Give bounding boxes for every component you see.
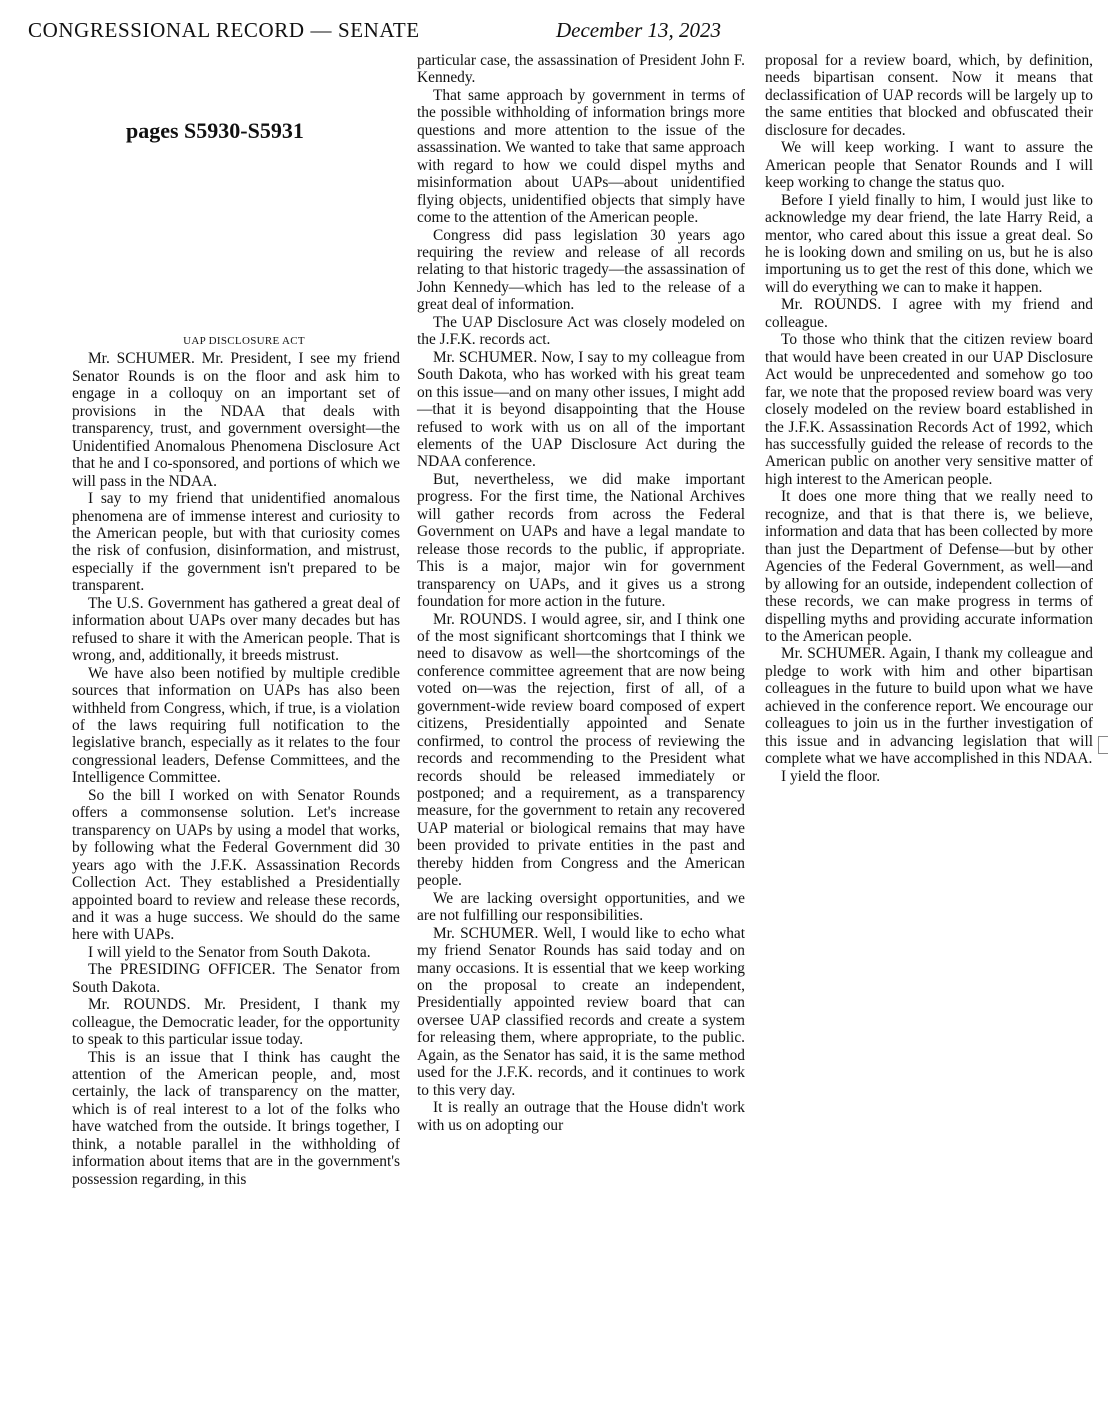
paragraph: Mr. SCHUMER. Again, I thank my colleague and pledge to work with him and other bipartisan colleagues in the future to build upon what we have achieved in the conference report. We encourage our colleagues to join us in the further investigation of this issue and in advancing legislation that will complete what we have accomplished in this NDAA. (765, 645, 1093, 768)
paragraph: We have also been notified by multiple credible sources that information on UAPs has also been withheld from Congress, which, if true, is a violation of the laws requiring full notification to the legislative branch, especially as it relates to the four congressional leaders, Defense Committees, and the Intelligence Committee. (72, 664, 400, 787)
paragraph: Mr. SCHUMER. Mr. President, I see my friend Senator Rounds is on the floor and ask him to engage in a colloquy on an important set of provisions in the NDAA that deals with transparency, trust, and government oversight—the Unidentified Anomalous Phenomena Disclosure Act that he and I co-sponsored, and portions of which we will pass in the NDAA. (72, 350, 400, 490)
paragraph: I yield the floor. (781, 767, 881, 785)
page-header (28, 18, 1108, 48)
paragraph: It is really an outrage that the House didn't work with us on adopting our (417, 1099, 745, 1134)
paragraph: proposal for a review board, which, by definition, needs bipartisan consent. Now it means that declassification of UAP records will be largely up to the same entities that blocked and obfuscated their disclosure for decades. (765, 52, 1093, 139)
publication-title: CONGRESSIONAL RECORD — SENATE (28, 18, 420, 42)
paragraph: We are lacking oversight opportunities, and we are not fulfilling our responsibilities. (417, 889, 745, 925)
paragraph: The U.S. Government has gathered a great deal of information about UAPs over many decades but has refused to share it with the American people. That is wrong, and, additionally, it breeds mistrust. (72, 594, 400, 665)
paragraph: To those who think that the citizen review board that would have been created in our UAP Disclosure Act would be unprecedented and somehow go too far, we note that the proposed review board was very closely modeled on the review board established in the J.F.K. Assassination Records Act of 1992, which has successfully guided the release of records to the American public on another very sensitive matter of high interest to the American people. (765, 331, 1093, 488)
paragraph: This is an issue that I think has caught the attention of the American people, and, most certainly, the lack of transparency on the matter, which is of real interest to a lot of the folks who have watched from the outside. It brings together, I think, a notable parallel in the withholding of information about items that are in the government's possession regarding, in this (72, 1048, 400, 1188)
text-column-1 (72, 333, 400, 1188)
text-column-2 (417, 52, 745, 1134)
paragraph: Congress did pass legislation 30 years ago requiring the review and release of all records relating to that historic tragedy—the assassination of John Kennedy—which has led to the release of a great deal of information. (417, 226, 745, 314)
paragraph: It does one more thing that we really need to recognize, and that is that there is, we believe, information and data that has been collected by more than just the Department of Defense—but by other Agencies of the Federal Government, as well—and by allowing for an outside, independent collection of these records, we can make progress in terms of dispelling myths and providing accurate information to the American people. (765, 488, 1093, 645)
paragraph: Before I yield finally to him, I would just like to acknowledge my dear friend, the late Harry Reid, a mentor, who cared about this issue a great deal. So he is looking down and smiling on us, but he is also importuning us to get the rest of this done, which we will do everything we can to make it happen. (765, 191, 1093, 296)
paragraph: Mr. SCHUMER. Well, I would like to echo what my friend Senator Rounds has said today and on many occasions. It is essential that we keep working on the proposal to create an independent, Presidentially appointed review board that can oversee UAP classified records and create a system for releasing them, where appropriate, to the public. Again, as the Senator has said, it is the same method used for the J.F.K. records, and it continues to work to this very day. (417, 924, 745, 1099)
section-heading: UAP DISCLOSURE ACT (183, 335, 305, 347)
paragraph: I say to my friend that unidentified anomalous phenomena are of immense interest and curiosity to the American people, but with that curiosity comes the risk of confusion, disinformation, and mistrust, especially if the government isn't prepared to be transparent. (72, 490, 400, 595)
scroll-handle[interactable] (1098, 736, 1108, 754)
paragraph: The UAP Disclosure Act was closely modeled on the J.F.K. records act. (417, 313, 745, 349)
text-column-3 (765, 52, 1093, 785)
paragraph: Mr. ROUNDS. Mr. President, I thank my colleague, the Democratic leader, for the opportunity to speak to this particular issue today. (72, 996, 400, 1049)
paragraph: Mr. ROUNDS. I agree with my friend and colleague. (765, 296, 1093, 331)
paragraph: But, nevertheless, we did make important progress. For the first time, the National Archives will gather records from across the Federal Government on UAPs and have a legal mandate to release those records to the public, if appropriate. This is a major, major win for government transparency on UAPs, and it gives us a strong foundation for more action in the future. (417, 470, 745, 611)
pages-label: pages S5930-S5931 (126, 118, 304, 143)
paragraph: Mr. ROUNDS. I would agree, sir, and I think one of the most significant shortcomings that I think we need to disavow as well—the shortcomings of the conference committee agreement that are now being voted on—was the rejection, first of all, of a government-wide review board composed of expert citizens, Presidentially appointed and Senate confirmed, to control the process of reviewing the records and recommending to the President what records should be released immediately or postponed; and a requirement, as a transparency measure, for the government to retain any recovered UAP material or biological remains that may have been provided to private entities in the past and thereby hidden from Congress and the American people. (417, 610, 745, 890)
paragraph: That same approach by government in terms of the possible withholding of information brings more questions and more attention to the issue of the assassination. We wanted to take that same approach with regard to how we could dispel myths and misinformation about UAPs—about unidentified flying objects, unidentified objects that simply have come to the attention of the American people. (417, 86, 745, 227)
paragraph: Mr. SCHUMER. Now, I say to my colleague from South Dakota, who has worked with his great team on this issue—and on many other issues, I might add—that it is beyond disappointing that the House refused to work with us on all of the important elements of the UAP Disclosure Act during the NDAA conference. (417, 348, 745, 471)
paragraph: I will yield to the Senator from South Dakota. (88, 943, 371, 961)
publication-date: December 13, 2023 (556, 18, 722, 42)
paragraph: We will keep working. I want to assure the American people that Senator Rounds and I will keep working to change the status quo. (765, 139, 1093, 192)
paragraph: So the bill I worked on with Senator Rounds offers a commonsense solution. Let's increase transparency on UAPs by using a model that works, by following what the Federal Government did 30 years ago with the J.F.K. Assassination Records Collection Act. They established a Presidentially appointed board to review and release these records, and it was a huge success. We should do the same here with UAPs. (72, 786, 400, 944)
paragraph: The PRESIDING OFFICER. The Senator from South Dakota. (72, 961, 400, 996)
paragraph: particular case, the assassination of President John F. Kennedy. (417, 52, 745, 87)
